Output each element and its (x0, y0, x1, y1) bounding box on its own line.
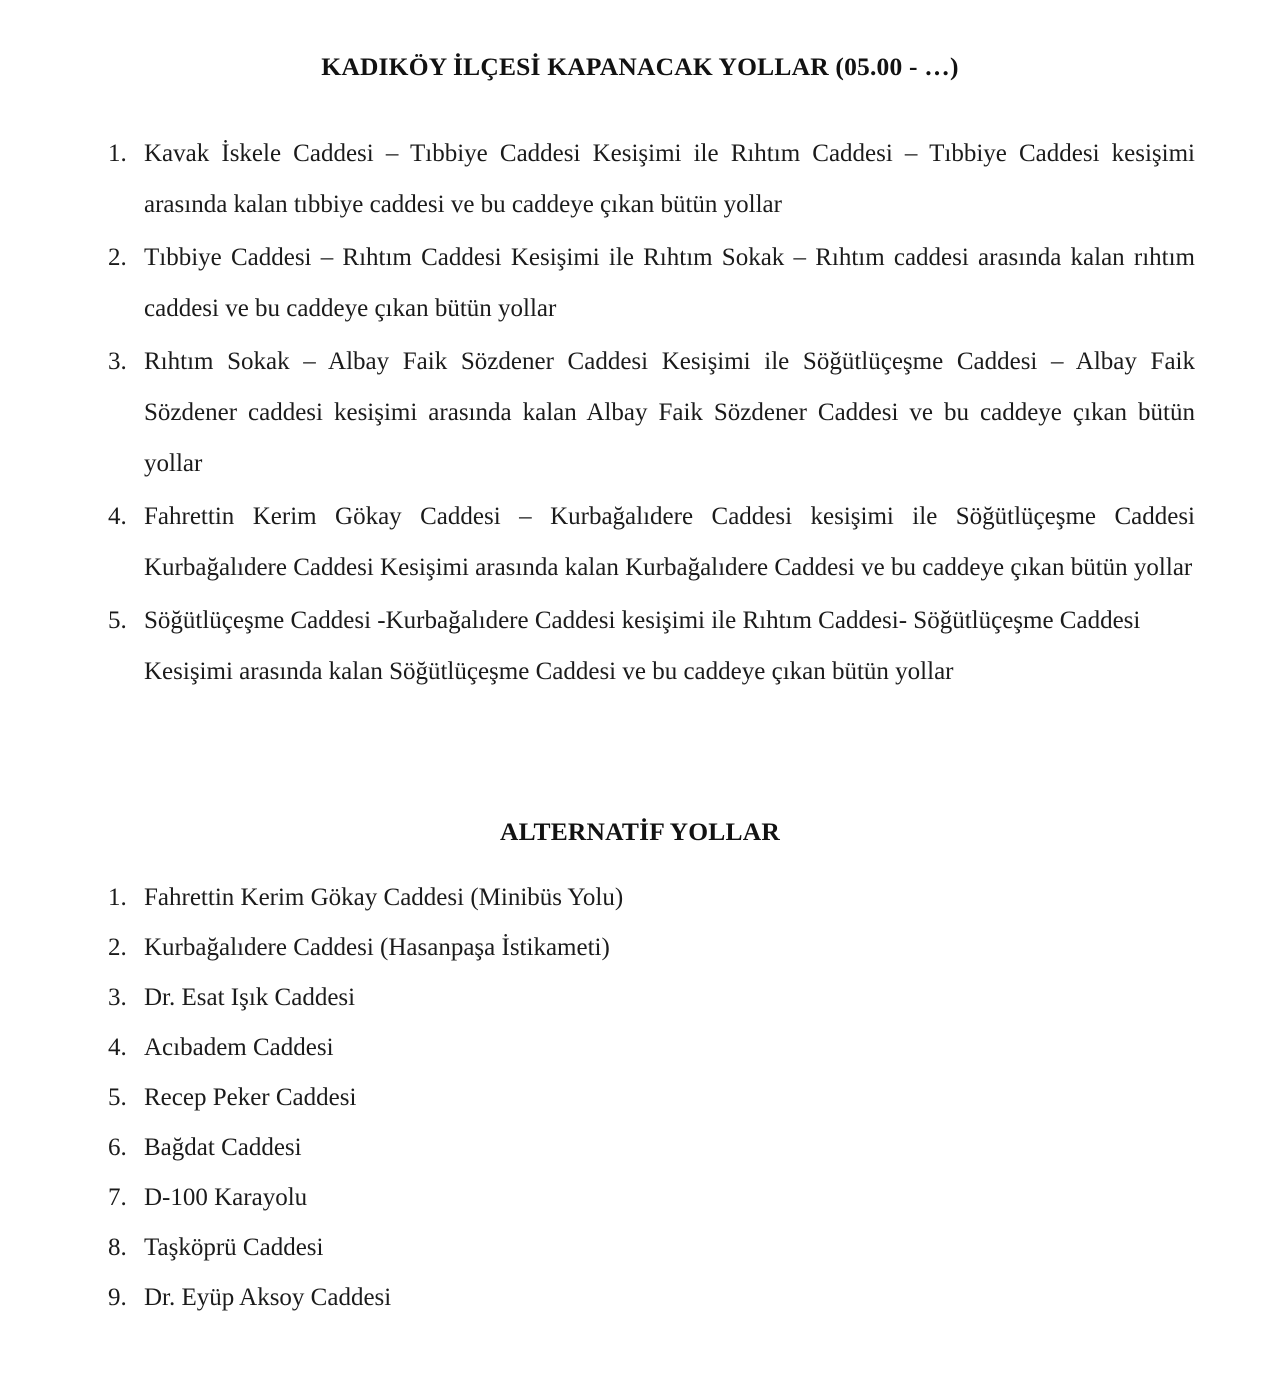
list-item (0, 1223, 1280, 1273)
list-item-number: 8. (108, 1234, 127, 1261)
list-item (0, 595, 1280, 697)
list-item-text: Fahrettin Kerim Gökay Caddesi – Kurbağalıdere Caddesi kesişimi ile Söğütlüçeşme Caddesi Kurbağalıdere Caddesi Kesişimi arasında kalan Kurbağalıdere Caddesi ve bu caddeye çıkan bütün yollar (144, 503, 1195, 581)
list-item (0, 336, 1280, 489)
list-item-text: Kurbağalıdere Caddesi (Hasanpaşa İstikameti) (144, 934, 610, 961)
list-item-text: Dr. Eyüp Aksoy Caddesi (144, 1284, 392, 1311)
list-item (0, 973, 1280, 1023)
list-item-number: 6. (108, 1134, 127, 1161)
list-item (0, 873, 1280, 923)
list-item-text: D-100 Karayolu (144, 1184, 308, 1211)
list-item-text: Bağdat Caddesi (144, 1134, 302, 1161)
list-item-number: 7. (108, 1184, 127, 1211)
list-item-text: Fahrettin Kerim Gökay Caddesi (Minibüs Yolu) (144, 884, 624, 911)
list-item-number: 3. (108, 984, 127, 1011)
list-item-number: 4. (108, 503, 127, 530)
list-item-number: 2. (108, 934, 127, 961)
list-item (0, 1123, 1280, 1173)
list-item-text: Taşköprü Caddesi (144, 1234, 324, 1261)
list-item (0, 232, 1280, 334)
list-item (0, 1023, 1280, 1073)
list-item (0, 1173, 1280, 1223)
list-item-text: Dr. Esat Işık Caddesi (144, 984, 356, 1011)
alternative-roads-heading: ALTERNATİF YOLLAR (500, 817, 780, 846)
list-item-number: 5. (108, 1084, 127, 1111)
list-item-number: 1. (108, 140, 127, 167)
list-item (0, 1273, 1280, 1323)
list-item-number: 1. (108, 884, 127, 911)
list-item (0, 923, 1280, 973)
list-item (0, 128, 1280, 230)
list-item (0, 491, 1280, 593)
list-item-text: Recep Peker Caddesi (144, 1084, 357, 1111)
list-item-text: Kavak İskele Caddesi – Tıbbiye Caddesi Kesişimi ile Rıhtım Caddesi – Tıbbiye Caddesi kesişimi arasında kalan tıbbiye caddesi ve bu caddeye çıkan bütün yollar (144, 140, 1195, 218)
list-item-number: 4. (108, 1034, 127, 1061)
list-item-number: 2. (108, 244, 127, 271)
list-item-text: Tıbbiye Caddesi – Rıhtım Caddesi Kesişimi ile Rıhtım Sokak – Rıhtım caddesi arasında kalan rıhtım caddesi ve bu caddeye çıkan bütün yollar (144, 244, 1195, 322)
list-item-number: 5. (108, 607, 127, 634)
list-item-text: Acıbadem Caddesi (144, 1034, 334, 1061)
closed-roads-list (0, 82, 1280, 697)
list-item (0, 1073, 1280, 1123)
list-item-text: Söğütlüçeşme Caddesi -Kurbağalıdere Caddesi kesişimi ile Rıhtım Caddesi- Söğütlüçeşme Caddesi Kesişimi arasında kalan Söğütlüçeşme Caddesi ve bu caddeye çıkan bütün yollar (144, 607, 1141, 685)
list-item-number: 3. (108, 348, 127, 375)
alternative-roads-list (0, 847, 1280, 1323)
list-item-number: 9. (108, 1284, 127, 1311)
list-item-text: Rıhtım Sokak – Albay Faik Sözdener Caddesi Kesişimi ile Söğütlüçeşme Caddesi – Albay Faik Sözdener caddesi kesişimi arasında kalan Albay Faik Sözdener Caddesi ve bu caddeye çıkan bütün yollar (144, 348, 1195, 477)
page-title: KADIKÖY İLÇESİ KAPANACAK YOLLAR (05.00 - …) (321, 52, 959, 81)
